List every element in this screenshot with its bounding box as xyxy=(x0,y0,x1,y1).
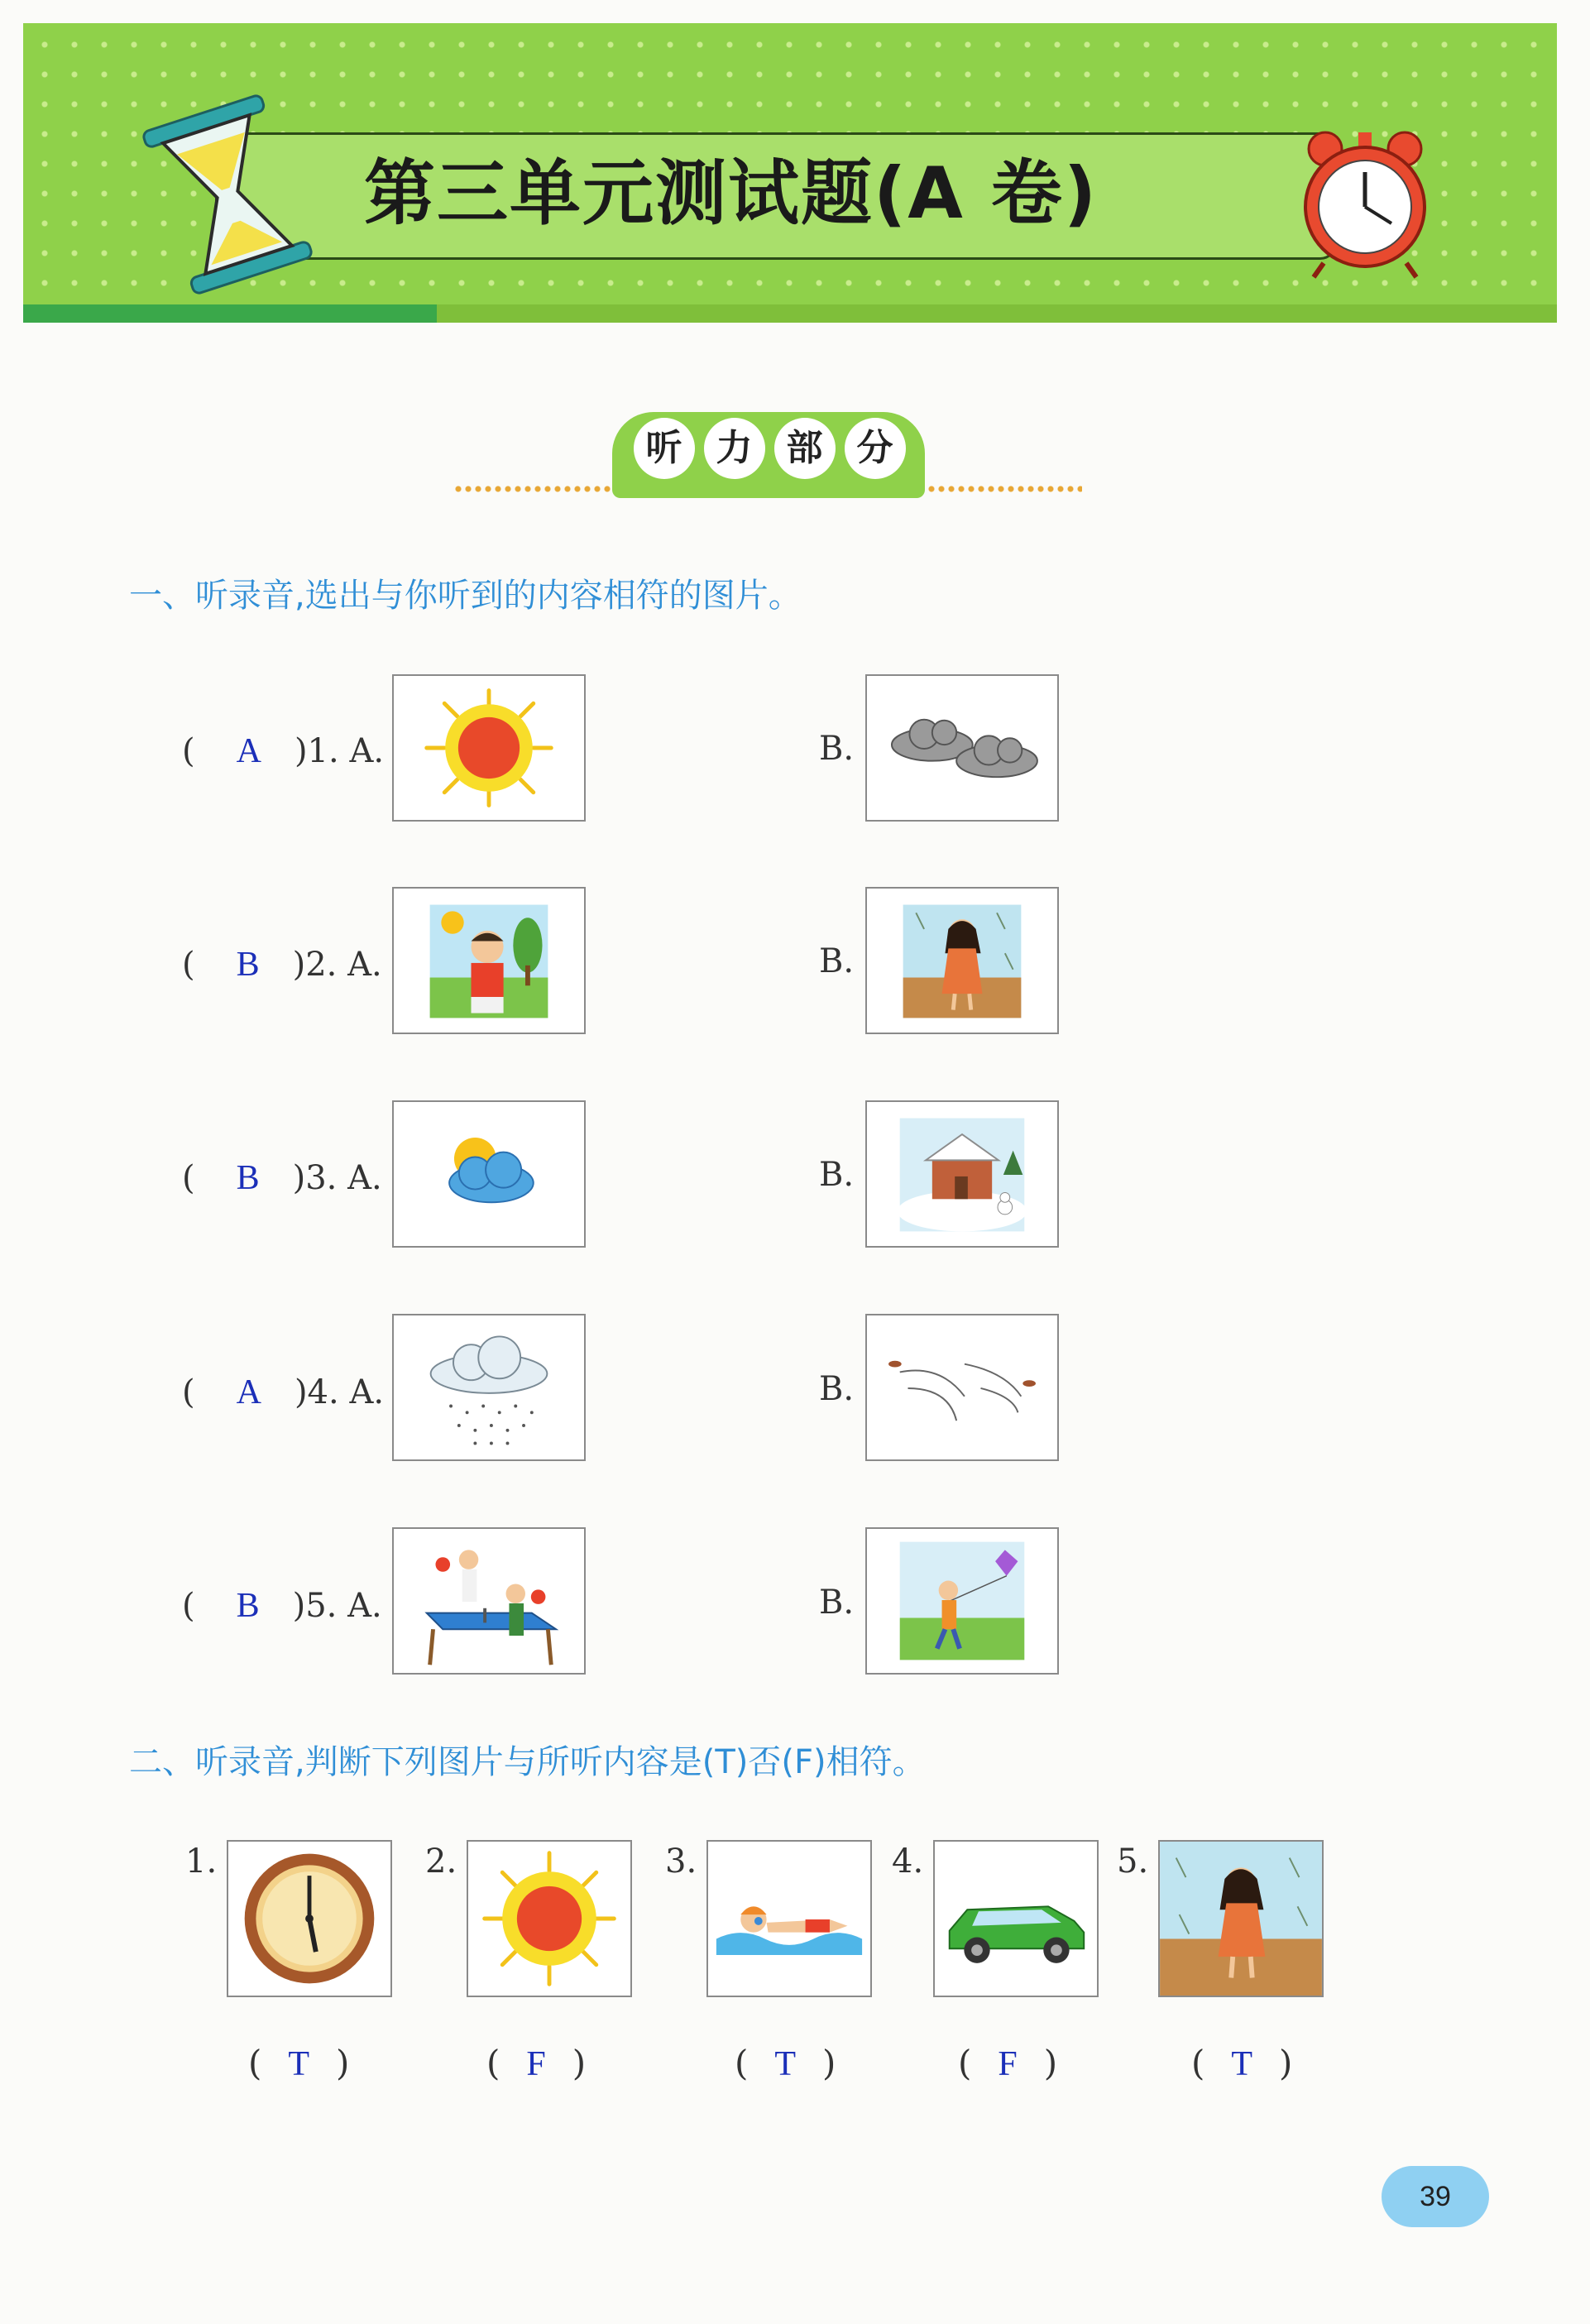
picture-snow-house[interactable] xyxy=(865,1100,1059,1248)
picture-windy-girl[interactable] xyxy=(865,887,1059,1034)
item-number: 4. xyxy=(892,1842,924,1881)
answer-3: ( T ) xyxy=(735,2043,836,2083)
picture-clock[interactable] xyxy=(227,1840,392,1997)
answer: A xyxy=(236,732,261,770)
option-b-label: B. xyxy=(819,730,855,768)
picture-cloudy-sun[interactable] xyxy=(392,1100,586,1248)
picture-kite[interactable] xyxy=(865,1527,1059,1675)
question-3: ( B )3. A. xyxy=(182,1159,382,1197)
picture-sun[interactable] xyxy=(467,1840,632,1997)
picture-clouds[interactable] xyxy=(865,674,1059,822)
question-2: ( B )2. A. xyxy=(182,946,382,984)
section-dots-left xyxy=(453,485,611,493)
page-number: 39 xyxy=(1382,2166,1489,2227)
part1-instruction: 一、听录音,选出与你听到的内容相符的图片。 xyxy=(129,577,802,615)
picture-sun[interactable] xyxy=(392,674,586,822)
answer-4: ( F ) xyxy=(958,2043,1058,2083)
section-header xyxy=(629,418,910,484)
item-number: 3. xyxy=(665,1842,697,1881)
question-5: ( B )5. A. xyxy=(182,1587,382,1625)
picture-ping-pong[interactable] xyxy=(392,1527,586,1675)
section-char: 部 xyxy=(774,418,836,479)
picture-car[interactable] xyxy=(933,1840,1099,1997)
option-b-label: B. xyxy=(819,1370,855,1408)
picture-hot-boy[interactable] xyxy=(392,887,586,1034)
question-1: ( A )1. A. xyxy=(182,732,385,770)
answer-2: ( F ) xyxy=(486,2043,587,2083)
picture-windy-girl[interactable] xyxy=(1158,1840,1324,1997)
answer: A xyxy=(236,1373,261,1411)
item-number: 5. xyxy=(1117,1842,1149,1881)
option-b-label: B. xyxy=(819,1584,855,1622)
banner-stripe-accent xyxy=(23,304,437,323)
picture-wind[interactable] xyxy=(865,1314,1059,1461)
answer-5: ( T ) xyxy=(1191,2043,1293,2083)
item-number: 1. xyxy=(185,1842,218,1881)
answer: B xyxy=(236,1159,260,1197)
option-b-label: B. xyxy=(819,942,855,980)
answer: B xyxy=(236,1587,260,1625)
answer-1: ( T ) xyxy=(248,2043,350,2083)
option-b-label: B. xyxy=(819,1156,855,1194)
section-char: 听 xyxy=(634,418,695,479)
hourglass-icon xyxy=(132,91,323,298)
page-title: 第三单元测试题(A 卷) xyxy=(364,152,1099,235)
answer: B xyxy=(236,946,260,984)
question-4: ( A )4. A. xyxy=(182,1373,385,1411)
picture-rain-cloud[interactable] xyxy=(392,1314,586,1461)
part2-instruction: 二、听录音,判断下列图片与所听内容是(T)否(F)相符。 xyxy=(129,1743,926,1781)
section-dots-right xyxy=(927,485,1082,493)
section-char: 分 xyxy=(845,418,906,479)
picture-swimmer[interactable] xyxy=(706,1840,872,1997)
section-char: 力 xyxy=(704,418,765,479)
alarm-clock-icon xyxy=(1291,124,1439,281)
item-number: 2. xyxy=(425,1842,457,1881)
